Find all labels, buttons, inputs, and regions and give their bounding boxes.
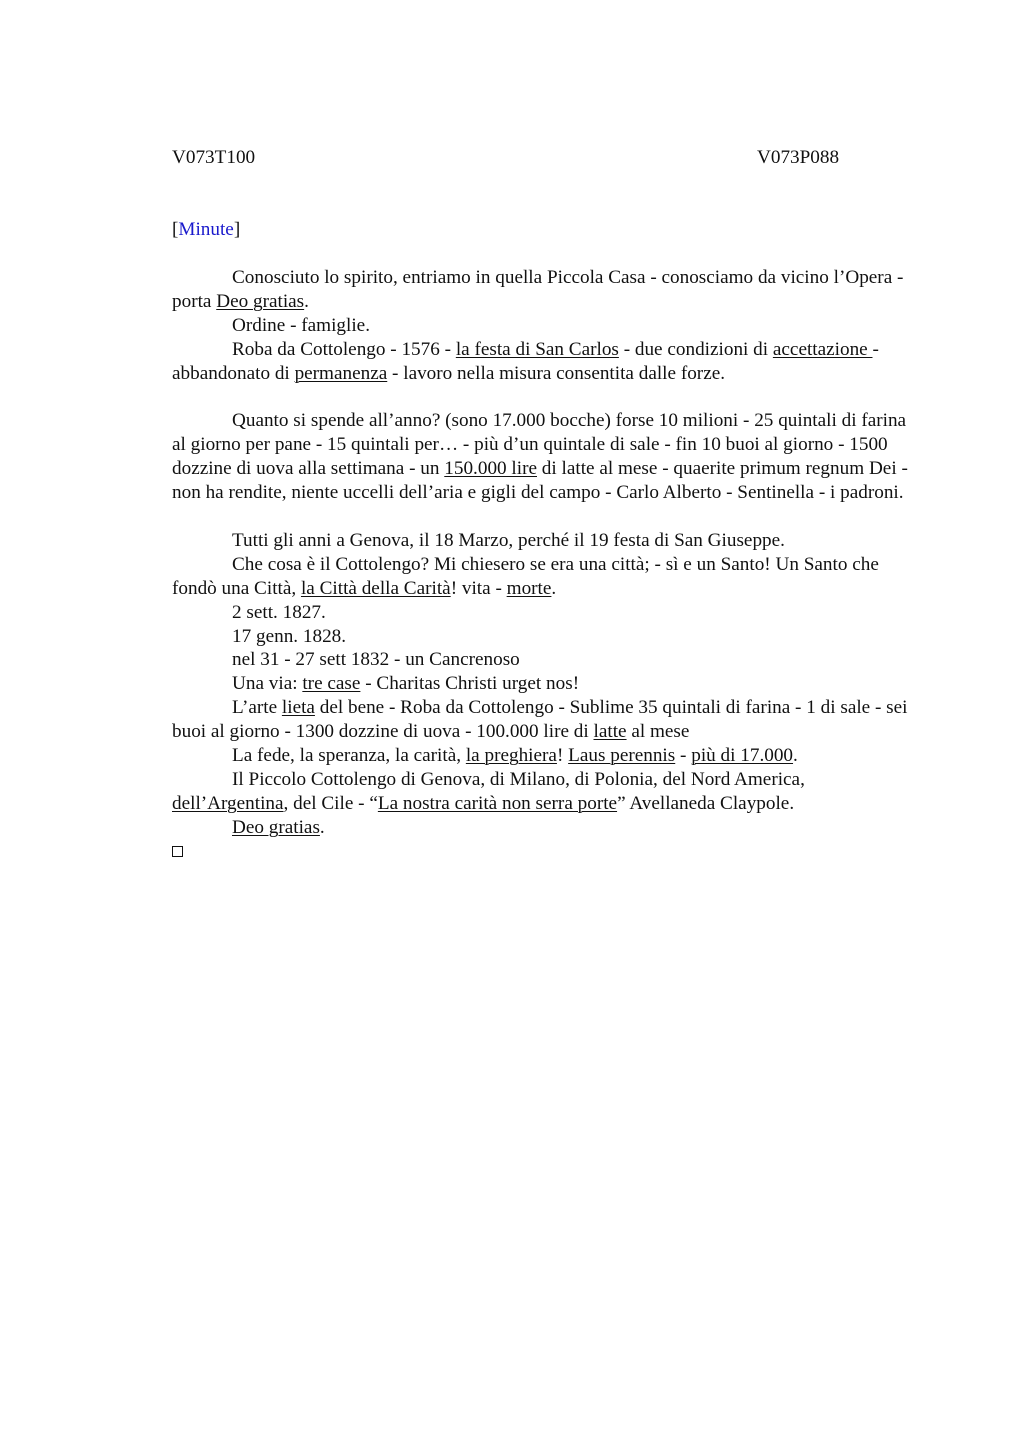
- document-body: [172, 266, 924, 840]
- text-run: Ordine - famiglie.: [232, 314, 370, 336]
- underlined-text: dell’Argentina: [172, 792, 284, 814]
- open-bracket: [: [172, 219, 179, 240]
- square-outline-icon: [172, 846, 183, 857]
- document-code-left: V073T100: [172, 147, 256, 168]
- text-run: L’arte: [232, 697, 282, 719]
- body-paragraph: [172, 672, 924, 696]
- body-paragraph: [172, 816, 924, 840]
- text-run: Conosciuto lo spirito, entriamo in quella Piccola Casa - conosciamo da vicino l’Opera - porta: [172, 267, 904, 312]
- underlined-text: accettazione: [772, 338, 873, 360]
- text-run: Quanto si spende all’anno? (sono 17.000 bocche) forse 10 milioni - 25 quintali di farina al giorno per pane - 15 quintali per… - più d’un quintale di sale - fin 10 buoi al giorno - 1500 dozzine di uova alla settimana - un: [172, 410, 907, 480]
- text-run: di latte al mese - quaerite primum regnum Dei - non ha rendite, niente uccelli dell’aria e gigli del campo - Carlo Alberto - Sentinella - i padroni.: [172, 458, 908, 504]
- text-run: .: [319, 816, 325, 838]
- underlined-text: la Città della Carità: [300, 577, 451, 599]
- text-run: Il Piccolo Cottolengo di Genova, di Milano, di Polonia, del Nord America,: [232, 769, 805, 790]
- text-run: .: [793, 745, 798, 767]
- body-paragraph: [172, 553, 924, 601]
- body-paragraph: [172, 601, 924, 625]
- underlined-text: la preghiera: [465, 745, 557, 767]
- document-code-right: V073P088: [757, 147, 840, 168]
- text-run: -: [675, 745, 692, 767]
- text-run: Che cosa è il Cottolengo? Mi chiesero se era una città; - sì e un Santo! Un Santo che fondò una Città,: [172, 553, 879, 599]
- text-run: Tutti gli anni a Genova, il 18 Marzo, perché il 19 festa di San Giuseppe.: [232, 529, 785, 551]
- close-bracket: ]: [233, 219, 241, 240]
- text-run: al mese: [626, 721, 690, 743]
- paragraph-gap: [172, 505, 924, 529]
- text-run: - Charitas Christi urget nos!: [360, 673, 580, 695]
- minute-link[interactable]: Minute: [178, 219, 234, 240]
- underlined-text: Deo gratias: [232, 816, 320, 838]
- underlined-text: La nostra carità non serra porte: [377, 792, 618, 814]
- underlined-text: latte: [593, 721, 627, 743]
- underlined-text: tre case: [302, 673, 361, 695]
- text-run: 2 sett. 1827.: [232, 601, 326, 623]
- text-run: , del Cile - “: [283, 792, 378, 814]
- body-paragraph: [172, 266, 924, 314]
- text-run: ” Avellaneda Claypole.: [617, 792, 795, 814]
- underlined-text: permanenza: [294, 362, 388, 384]
- text-run: .: [551, 577, 557, 599]
- text-run: Roba da Cottolengo - 1576 -: [232, 338, 456, 360]
- text-run: .: [304, 290, 309, 312]
- underlined-text: più di 17.000: [691, 745, 794, 767]
- text-run: Una via:: [232, 673, 303, 695]
- document-page: [172, 146, 924, 863]
- paragraph-gap: [172, 386, 924, 410]
- text-run: 17 genn. 1828.: [232, 625, 347, 647]
- underlined-text: lieta: [281, 697, 315, 719]
- body-paragraph: [172, 744, 924, 768]
- section-label-line: [172, 218, 924, 242]
- underlined-text: Laus perennis: [568, 745, 676, 767]
- text-run: nel 31 - 27 sett 1832 - un Cancrenoso: [232, 649, 520, 671]
- text-run: - abbandonato di: [172, 338, 879, 384]
- underlined-text: 150.000 lire: [444, 458, 537, 480]
- body-paragraph: [172, 648, 924, 672]
- body-paragraph: [172, 314, 924, 338]
- body-paragraph: [172, 409, 924, 505]
- underlined-text: morte: [506, 577, 552, 599]
- underlined-text: la festa di San Carlos: [455, 338, 619, 360]
- body-paragraph: [172, 338, 924, 386]
- text-run: - due condizioni di: [618, 338, 773, 360]
- body-paragraph: [172, 529, 924, 553]
- text-run: - lavoro nella misura consentita dalle forze.: [387, 362, 726, 384]
- text-run: !: [556, 745, 569, 767]
- text-run: del bene - Roba da Cottolengo - Sublime 35 quintali di farina - 1 di sale - sei buoi al giorno - 1300 dozzine di uova - 100.000 lire di: [172, 697, 908, 743]
- text-run: La fede, la speranza, la carità,: [232, 745, 466, 767]
- body-paragraph: [172, 625, 924, 649]
- body-paragraph: [172, 768, 924, 816]
- text-run: ! vita -: [450, 577, 507, 599]
- document-header: [172, 146, 924, 170]
- end-mark: [172, 840, 924, 863]
- body-paragraph: [172, 696, 924, 744]
- underlined-text: Deo gratias: [216, 290, 305, 312]
